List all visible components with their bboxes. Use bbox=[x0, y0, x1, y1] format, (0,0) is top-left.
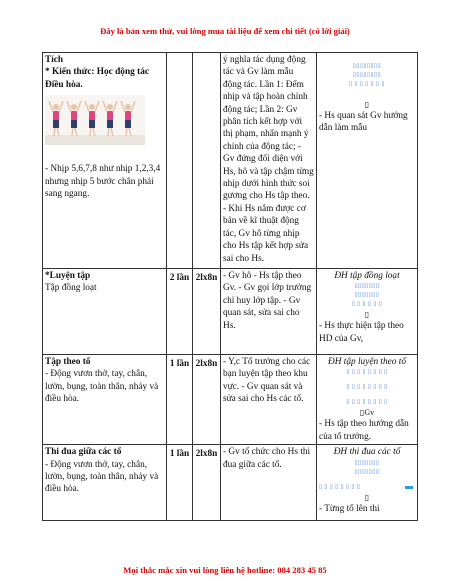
student-activity-text: - Từng tổ lên thi bbox=[319, 503, 380, 514]
teacher-marker: ▯Gv bbox=[359, 408, 375, 418]
formation-dots: ▯ ▯ ▯ ▯ ▯ ▯ ▯ ▯ bbox=[346, 369, 388, 376]
formation-heading: ĐH tập luyện theo tổ bbox=[328, 357, 406, 367]
rhythm-note: - Nhịp 5,6,7,8 như nhịp 1,2,3,4 nhưng nhịp 5 bước chân phải sang ngang. bbox=[45, 164, 161, 200]
count-cell: 2lx8n bbox=[193, 445, 221, 521]
formation-dots: ▯▯▯▯▯▯▯ bbox=[354, 459, 380, 466]
reps-cell bbox=[167, 53, 193, 269]
section-note: - Động vươn thở, tay, chân, lườn, bụng, toàn thân, nhảy và điều hòa. bbox=[45, 459, 159, 495]
section-note: - Động vươn thở, tay, chân, lườn, bụng, toàn thân, nhảy và điều hòa. bbox=[45, 369, 159, 405]
formation-dots: ▯ ▯ ▯ ▯ ▯ ▯ ▯ ▯ bbox=[346, 384, 388, 391]
content-cell bbox=[43, 355, 167, 445]
reps-cell: 1 lần bbox=[167, 445, 193, 521]
arrow-icon bbox=[405, 486, 413, 489]
exercise-students-image bbox=[45, 95, 145, 145]
teacher-marker: ▯ bbox=[364, 310, 370, 320]
count-cell: 2lx8n bbox=[193, 269, 221, 355]
table-row bbox=[43, 53, 418, 269]
teacher-marker: ▯ bbox=[364, 100, 370, 109]
content-cell bbox=[43, 445, 167, 521]
formation-dots: ▯ ▯ ▯ ▯ ▯ ▯ ▯ bbox=[349, 81, 385, 87]
formation-dots: ▯ ▯ ▯ ▯ ▯ ▯ bbox=[351, 301, 383, 308]
formation-heading: ĐH tập đồng loạt bbox=[334, 271, 400, 281]
count-cell bbox=[193, 53, 221, 269]
teacher-activity-text: ý nghĩa tác dụng động tác và Gv làm mẫu động tác. Lần 1: Đếm nhịp và tập hoàn chỉnh động tác; Lần 2: Gv phân tích kết hợp với thị phạm, nhấn mạnh ý chính của động tác; - Gv đứng đối diện với Hs, hô và tập chậm từng nhịp dưới hình thức soi gương cho Hs tập theo. - Khi Hs nắm được cơ bản về kĩ thuật động tác, Gv hô từng nhịp cho Hs tập kết hợp sửa sai cho Hs. bbox=[223, 55, 314, 264]
section-note: Tập đồng loạt bbox=[45, 283, 97, 294]
formation-dots: ▯ ▯ ▯ ▯ ▯ ▯ ▯ ▯ bbox=[346, 399, 388, 406]
formation-dots: ▯▯▯▯▯▯▯▯ bbox=[352, 63, 382, 69]
competition-formation bbox=[319, 483, 415, 492]
formation-dots: ▯▯▯▯▯▯▯▯ bbox=[352, 72, 382, 78]
teacher-activity-cell bbox=[221, 269, 317, 355]
preview-banner: Đây là bản xem thử, vui lòng mua tài liệu để xem chi tiết (có lời giải) bbox=[100, 26, 350, 36]
section-title: *Luyện tập bbox=[45, 271, 91, 281]
content-cell bbox=[43, 53, 167, 269]
hotline-banner: Mọi thắc mắc xin vui lòng liên hệ hotline: 084 283 45 85 bbox=[123, 565, 327, 575]
section-title: Tích bbox=[45, 55, 64, 65]
teacher-activity-text: - Gv tổ chức cho Hs thi đua giữa các tổ. bbox=[223, 447, 311, 470]
teacher-activity-text: - Y,c Tổ trưởng cho các bạn luyện tập theo khu vực. - Gv quan sát và sửa sai cho Hs các tổ. bbox=[223, 357, 311, 405]
student-activity-text: - Hs tập theo hướng dẫn của tổ trưởng. bbox=[319, 419, 409, 442]
formation-dots: ▯ ▯ ▯ ▯ ▯ ▯ ▯ ▯ bbox=[319, 483, 361, 490]
formation-dots: ▯▯▯▯▯▯▯ bbox=[354, 283, 380, 290]
teacher-activity-text: - Gv hô - Hs tập theo Gv. - Gv gọi lớp trưởng chỉ huy lớp tập. - Gv quan sát, sửa sai cho Hs. bbox=[223, 271, 312, 331]
student-activity-text: - Hs thực hiện tập theo HD của Gv, bbox=[319, 321, 404, 344]
teacher-activity-cell bbox=[221, 445, 317, 521]
student-activity-cell bbox=[317, 355, 418, 445]
teacher-marker: ▯ bbox=[364, 492, 370, 502]
formation-dots: ▯▯▯▯▯▯▯ bbox=[354, 468, 380, 475]
table-row bbox=[43, 355, 418, 445]
reps-cell: 1 lần bbox=[167, 355, 193, 445]
table-row bbox=[43, 445, 418, 521]
teacher-activity-cell bbox=[221, 355, 317, 445]
section-title: Thi đua giữa các tổ bbox=[45, 447, 122, 458]
reps-cell: 2 lần bbox=[167, 269, 193, 355]
knowledge-title: * Kiến thức: Học động tác Điều hòa. bbox=[45, 67, 149, 90]
student-activity-cell bbox=[317, 53, 418, 269]
formation-heading: ĐH thi đua các tổ bbox=[333, 447, 401, 458]
table-row bbox=[43, 269, 418, 355]
section-title: Tập theo tổ bbox=[45, 357, 91, 367]
student-activity-cell bbox=[317, 445, 418, 521]
student-activity-text: - Hs quan sát Gv hướng dẫn làm mẫu bbox=[319, 111, 408, 134]
content-cell bbox=[43, 269, 167, 355]
formation-dots: ▯▯▯▯▯▯▯ bbox=[354, 292, 380, 299]
lesson-plan-table bbox=[42, 52, 418, 521]
student-activity-cell bbox=[317, 269, 418, 355]
count-cell: 2lx8n bbox=[193, 355, 221, 445]
teacher-activity-cell bbox=[221, 53, 317, 269]
